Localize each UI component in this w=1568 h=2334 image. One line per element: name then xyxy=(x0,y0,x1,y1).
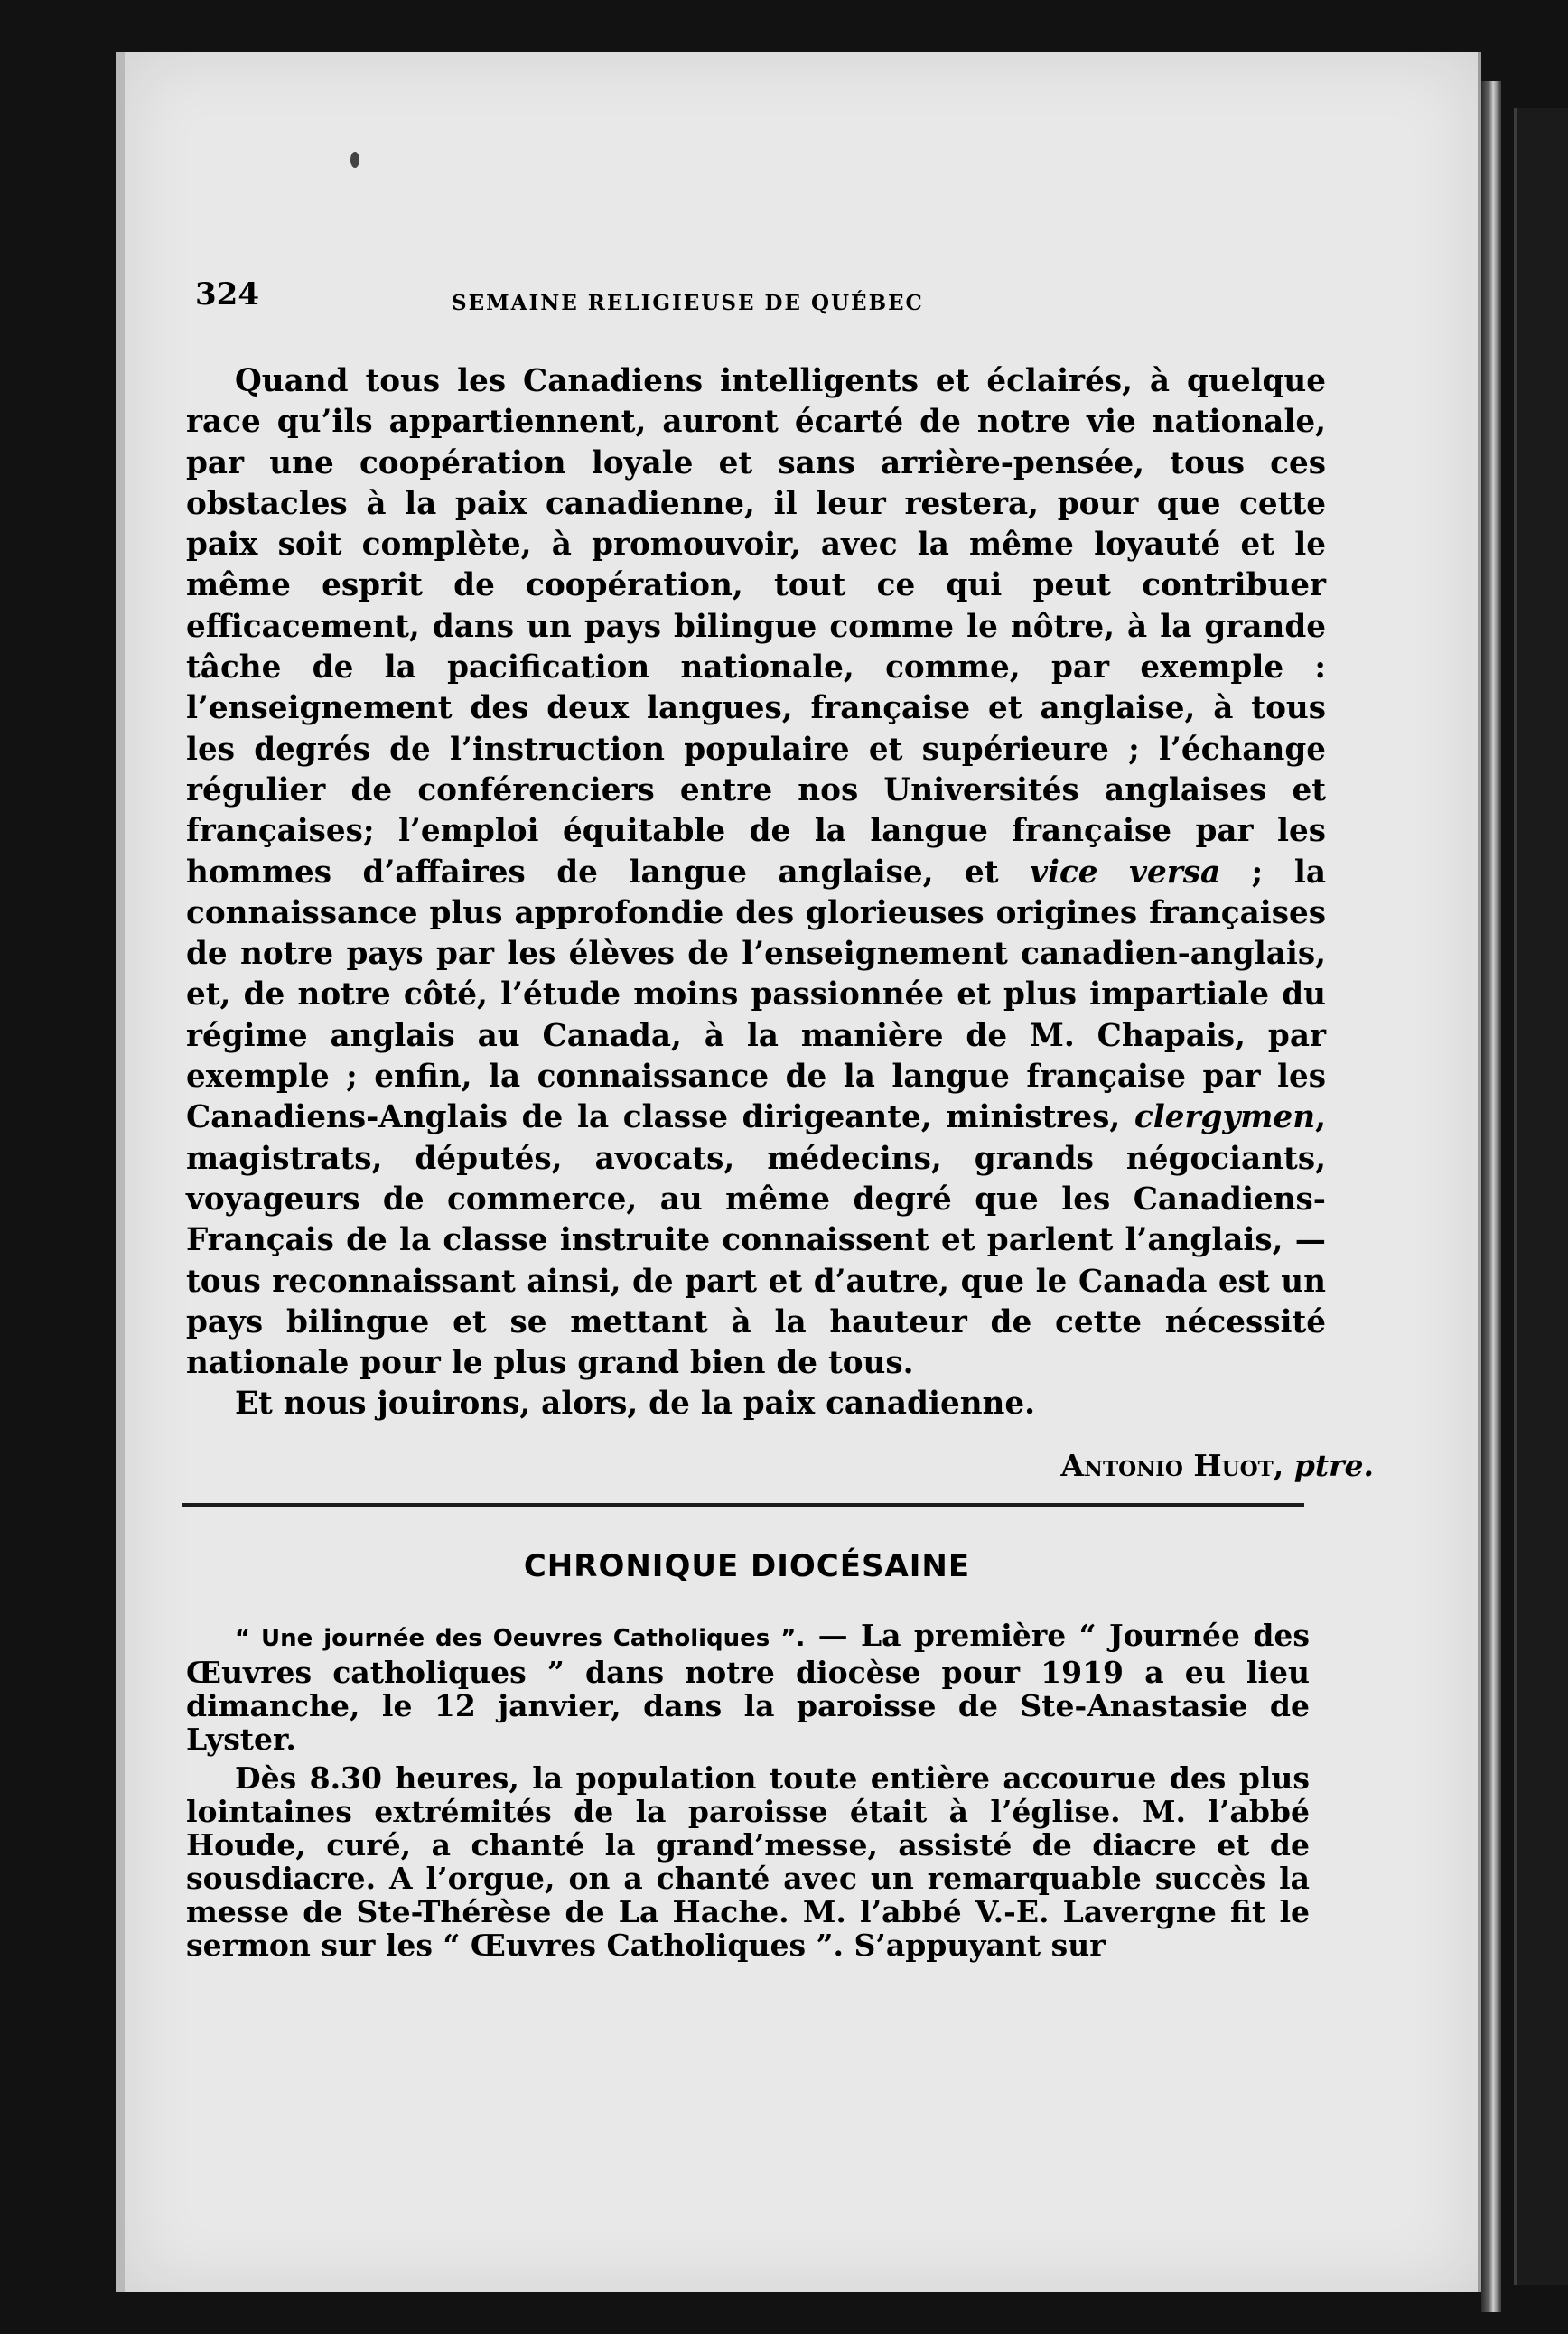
chronique-paragraph-2: Dès 8.30 heures, la population toute entière accourue des plus lointaines extrémités de la paroisse était à l’église. M. l’abbé Houde, curé, a chanté la grand’messe, assisté de diacre et de sousdiacre. A l’orgue, on a chanté avec un remarquable succès la messe de Ste-Thérèse de La Hache. M. l’abbé V.-E. Lavergne fit le sermon sur les “ Œuvres Catholiques ”. S’appuyant sur xyxy=(186,1760,1310,1963)
article-paragraph-1 xyxy=(186,361,1326,1384)
p1-italic-clergymen: clergymen xyxy=(1134,1099,1316,1136)
ink-spot xyxy=(350,152,359,168)
p1-italic-vice-versa: vice versa xyxy=(1030,854,1221,891)
article-paragraph-2: Et nous jouirons, alors, de la paix canadienne. xyxy=(235,1386,1036,1423)
chronique-paragraph-1 xyxy=(186,1619,1310,1756)
running-head: SEMAINE RELIGIEUSE DE QUÉBEC xyxy=(452,291,924,315)
page-number: 324 xyxy=(195,276,259,313)
adjacent-page-edge xyxy=(1514,108,1568,2285)
signature-title: ptre. xyxy=(1293,1448,1374,1483)
signature xyxy=(1060,1448,1374,1483)
p1-text-a: Quand tous les Canadiens intelligents et éclairés, à quelque race qu’ils appartiennent, auront écarté de notre vie nationale, par une coopération loyale et sans arrière-pensée, tous ces obstacles à la paix canadienne, il leur restera, pour que cette paix soit complète, à promouvoir, avec la même loyauté et le même esprit de coopération, tout ce qui peut contribuer efficacement, dans un pays bilingue comme le nôtre, à la grande tâche de la pacification nationale, comme, par exemple : l’enseignement des deux langues, française et anglaise, à tous les degrés de l’instruction populaire et supérieure ; l’échange régulier de conférenciers entre nos Universités anglaises et françaises; l’emploi équitable de la langue française par les hommes d’affaires de langue anglaise, et xyxy=(186,363,1326,891)
film-edge xyxy=(1481,81,1501,2312)
section-divider xyxy=(182,1503,1304,1507)
p1-text-c: ; la connaissance plus approfondie des glorieuses origines françaises de notre pays par les élèves de l’enseignement canadien-anglais, et, de notre côté, l’étude moins passionnée et plus impartiale du régime anglais au Canada, à la manière de M. Chapais, par exemple ; enfin, la connaissance de la langue française par les Canadiens-Anglais de la classe dirigeante, ministres, xyxy=(186,854,1326,1136)
chronique-body xyxy=(186,1619,1310,1962)
p1-text-e: , magistrats, députés, avocats, médecins, grands négociants, voyageurs de commerce, au même degré que les Canadiens-Français de la classe instruite connaissent et parlent l’anglais, — tous reconnaissant ainsi, de part et d’autre, que le Canada est un pays bilingue et se mettant à la hauteur de cette nécessité nationale pour le plus grand bien de tous. xyxy=(186,1099,1326,1382)
article-body xyxy=(186,361,1326,1425)
chronique-p1-text: — La première “ Journée des Œuvres catholiques ” dans notre diocèse pour 1919 a eu lieu dimanche, le 12 janvier, dans la paroisse de Ste-Anastasie de Lyster. xyxy=(186,1618,1310,1757)
section-title: CHRONIQUE DIOCÉSAINE xyxy=(523,1548,971,1584)
chronique-article-title: “ Une journée des Oeuvres Catholiques ”. xyxy=(235,1625,806,1652)
signature-name: Antonio Huot, xyxy=(1060,1448,1284,1483)
